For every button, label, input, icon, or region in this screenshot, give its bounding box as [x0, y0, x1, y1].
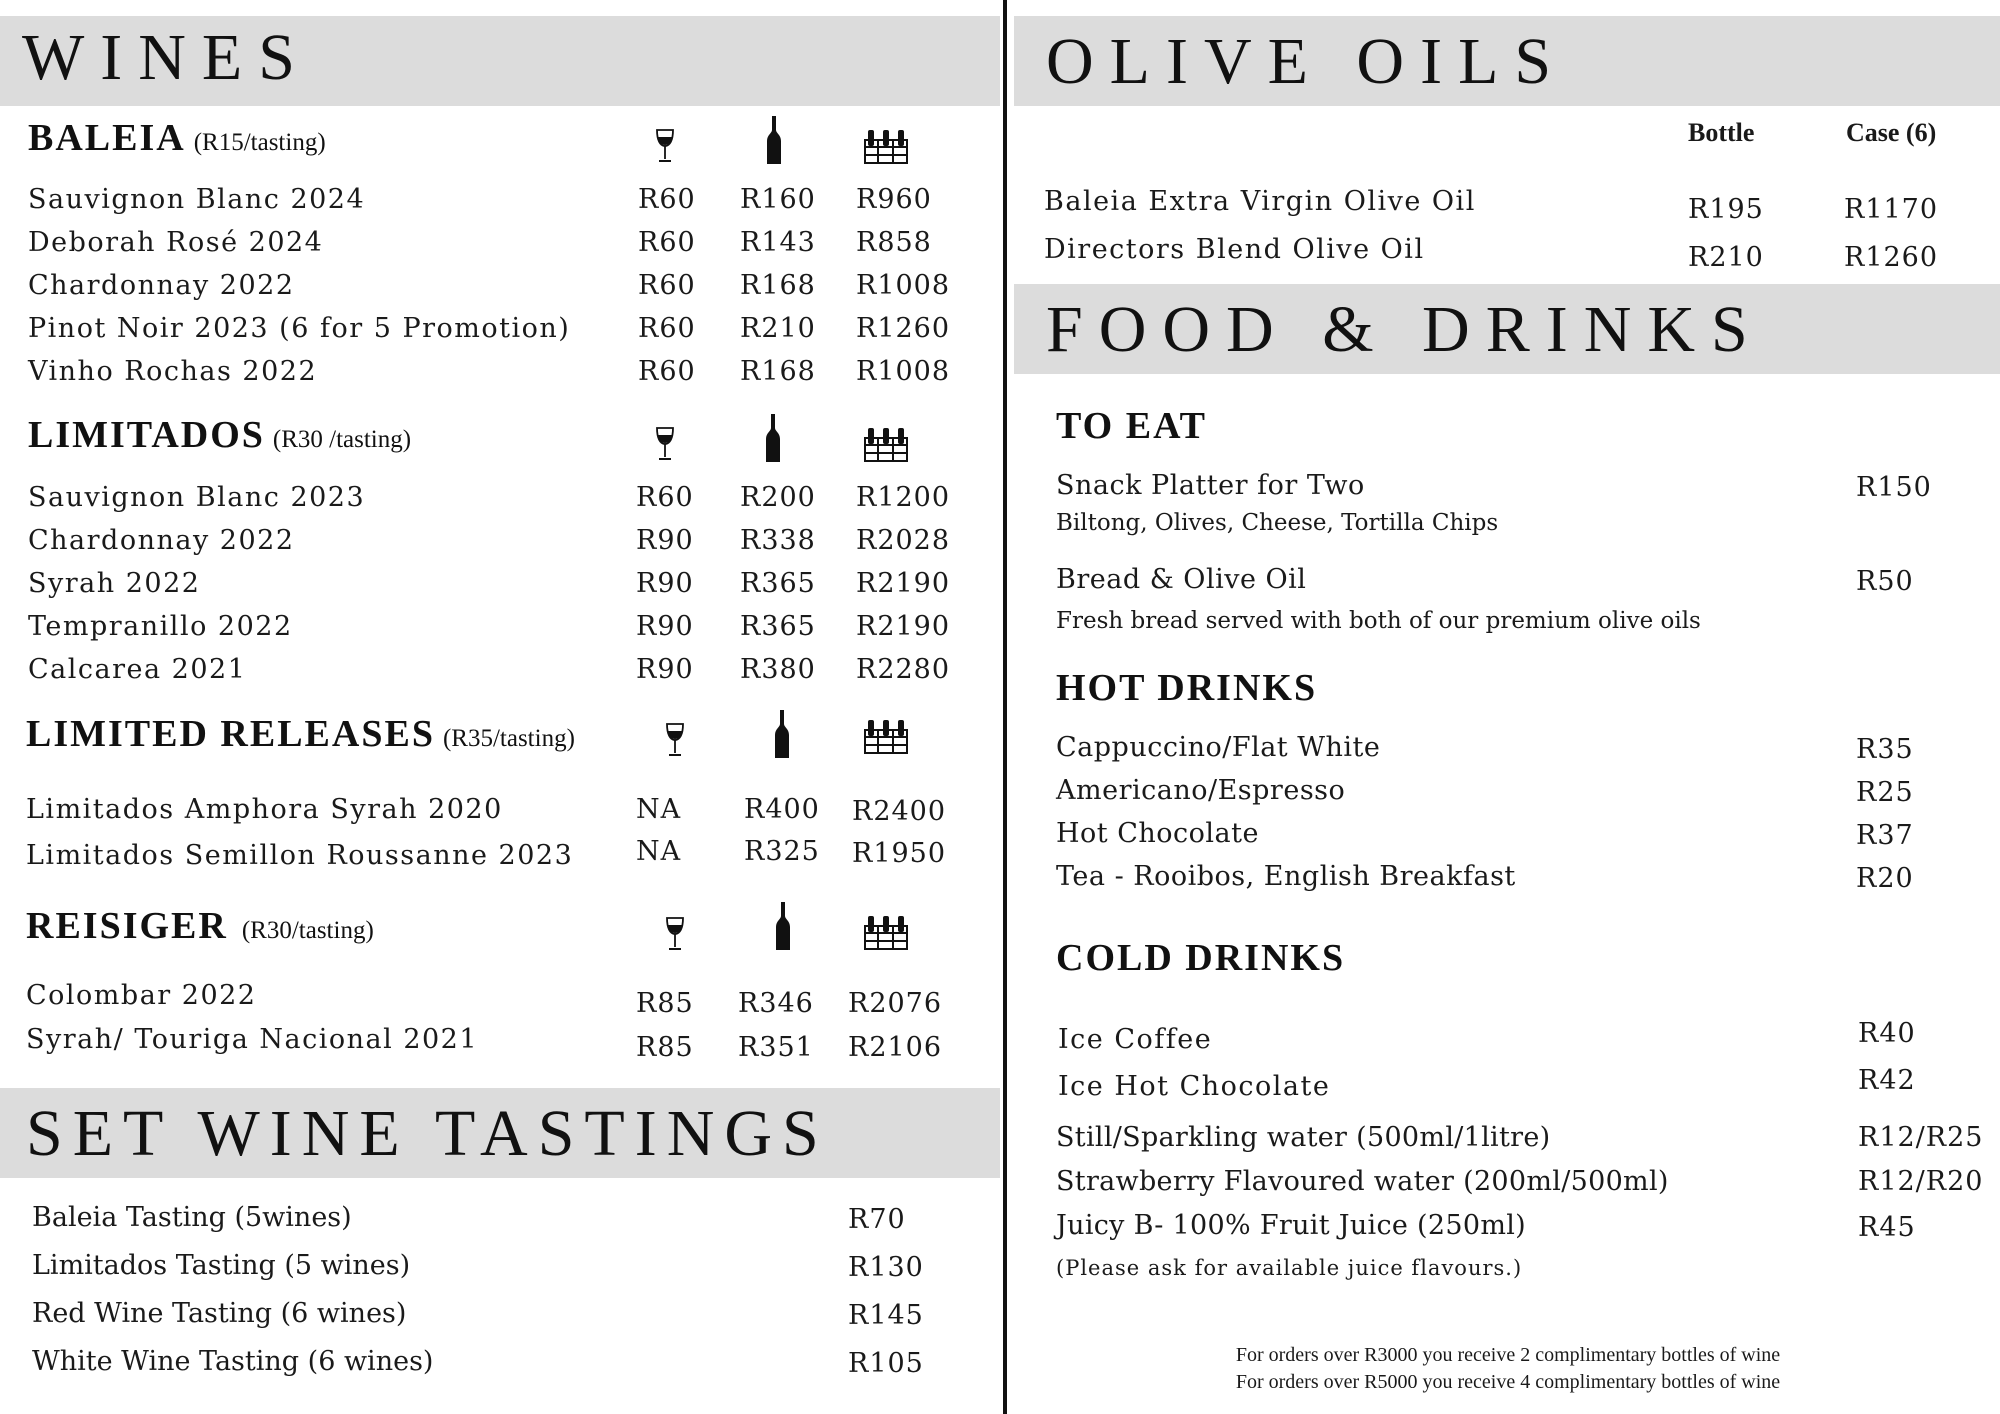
price-glass: R60	[638, 356, 696, 387]
wine-name: Pinot Noir 2023 (6 for 5 Promotion)	[28, 313, 571, 344]
olive-col-case: Case (6)	[1846, 118, 1937, 147]
menu-item-price: R50	[1856, 566, 1914, 597]
tasting-name: Baleia Tasting (5wines)	[32, 1202, 352, 1233]
price-case: R1008	[856, 270, 951, 301]
wine-case-icon	[864, 716, 908, 754]
wine-bottle-icon	[765, 414, 781, 462]
price-bottle: R365	[740, 611, 816, 642]
tasting-fee-note: (R35/tasting)	[442, 725, 575, 752]
tasting-price: R105	[848, 1348, 924, 1379]
wine-name: Limitados Semillon Roussanne 2023	[26, 840, 574, 871]
price-glass: R60	[638, 313, 696, 344]
section-title-limitados: LIMITADOS (R30 /tasting)	[28, 414, 412, 456]
price-glass: NA	[636, 836, 682, 867]
section-title-baleia: BALEIA (R15/tasting)	[28, 117, 326, 159]
wine-name: Colombar 2022	[26, 980, 257, 1011]
price-bottle: R400	[744, 794, 820, 825]
menu-item-price: R42	[1858, 1065, 1916, 1096]
tastings-title: SET WINE TASTINGS	[26, 1097, 829, 1170]
price-bottle: R143	[740, 227, 816, 258]
menu-item-name: Cappuccino/Flat White	[1056, 732, 1381, 763]
menu-item-name: Still/Sparkling water (500ml/1litre)	[1056, 1122, 1551, 1153]
wine-glass-icon	[654, 128, 676, 164]
olive-oil-name: Baleia Extra Virgin Olive Oil	[1044, 186, 1476, 217]
wine-name: Chardonnay 2022	[28, 270, 295, 301]
menu-item-price: R40	[1858, 1018, 1916, 1049]
olive-price-case: R1260	[1844, 242, 1939, 273]
price-glass: R85	[636, 988, 694, 1019]
menu-item-name: Americano/Espresso	[1056, 775, 1346, 806]
section-title-to-eat: TO EAT	[1056, 405, 1208, 447]
menu-item-name: Ice Coffee	[1058, 1024, 1213, 1055]
price-glass: R90	[636, 611, 694, 642]
wine-name: Chardonnay 2022	[28, 525, 295, 556]
wine-name: Limitados Amphora Syrah 2020	[26, 794, 503, 825]
price-bottle: R168	[740, 356, 816, 387]
menu-item-price: R25	[1856, 777, 1914, 808]
menu-item-price: R37	[1856, 820, 1914, 851]
price-case: R2076	[848, 988, 943, 1019]
price-glass: R60	[638, 184, 696, 215]
tasting-name: White Wine Tasting (6 wines)	[32, 1346, 434, 1377]
wine-name: Syrah 2022	[28, 568, 201, 599]
price-glass: R60	[638, 227, 696, 258]
juice-flavours-note: (Please ask for available juice flavours.)	[1056, 1256, 1523, 1280]
section-title-cold-drinks: COLD DRINKS	[1056, 937, 1346, 979]
menu-item-name: Snack Platter for Two	[1056, 470, 1365, 501]
menu-item-name: Strawberry Flavoured water (200ml/500ml)	[1056, 1166, 1669, 1197]
menu-item-price: R12/R25	[1858, 1122, 1984, 1153]
column-divider	[1003, 0, 1007, 1414]
menu-item-desc: Fresh bread served with both of our premium olive oils	[1056, 608, 1701, 634]
menu-item-price: R20	[1856, 863, 1914, 894]
price-bottle: R365	[740, 568, 816, 599]
price-glass: R60	[638, 270, 696, 301]
price-case: R2190	[856, 611, 951, 642]
tasting-price: R145	[848, 1300, 924, 1331]
price-bottle: R210	[740, 313, 816, 344]
price-case: R1008	[856, 356, 951, 387]
wine-bottle-icon	[766, 116, 782, 164]
price-bottle: R351	[738, 1032, 814, 1063]
wine-name: Tempranillo 2022	[28, 611, 293, 642]
price-glass: R90	[636, 654, 694, 685]
wine-glass-icon	[664, 916, 686, 952]
menu-item-name: Bread & Olive Oil	[1056, 564, 1307, 595]
wine-name: Deborah Rosé 2024	[28, 227, 324, 258]
menu-item-name: Hot Chocolate	[1056, 818, 1259, 849]
price-case: R1950	[852, 838, 947, 869]
section-title-limited-releases: LIMITED RELEASES (R35/tasting)	[26, 713, 575, 755]
price-case: R1260	[856, 313, 951, 344]
price-case: R2280	[856, 654, 951, 685]
wine-name: Sauvignon Blanc 2024	[28, 184, 366, 215]
menu-item-price: R150	[1856, 472, 1932, 503]
price-case: R2400	[852, 796, 947, 827]
price-bottle: R338	[740, 525, 816, 556]
section-title-hot-drinks: HOT DRINKS	[1056, 667, 1318, 709]
wines-title: WINES	[22, 21, 311, 94]
wine-case-icon	[864, 126, 908, 164]
tasting-name: Red Wine Tasting (6 wines)	[32, 1298, 407, 1329]
olive-price-bottle: R195	[1688, 194, 1764, 225]
wine-bottle-icon	[774, 710, 790, 758]
olive-oils-title: OLIVE OILS	[1046, 25, 1568, 98]
wine-case-icon	[864, 912, 908, 950]
price-bottle: R325	[744, 836, 820, 867]
wine-bottle-icon	[775, 902, 791, 950]
price-bottle: R160	[740, 184, 816, 215]
menu-item-name: Ice Hot Chocolate	[1058, 1071, 1331, 1102]
tasting-fee-note: (R30 /tasting)	[272, 426, 412, 453]
price-glass: NA	[636, 794, 682, 825]
price-case: R858	[856, 227, 932, 258]
price-bottle: R380	[740, 654, 816, 685]
price-case: R960	[856, 184, 932, 215]
price-glass: R60	[636, 482, 694, 513]
price-glass: R85	[636, 1032, 694, 1063]
food-title: FOOD & DRINKS	[1046, 293, 1764, 366]
menu-item-price: R45	[1858, 1212, 1916, 1243]
tasting-price: R130	[848, 1252, 924, 1283]
olive-price-case: R1170	[1844, 194, 1939, 225]
promo-line-2: For orders over R5000 you receive 4 complimentary bottles of wine	[1235, 1371, 1781, 1393]
tasting-price: R70	[848, 1204, 906, 1235]
olive-price-bottle: R210	[1688, 242, 1764, 273]
olive-col-bottle: Bottle	[1688, 118, 1755, 147]
promo-line-1: For orders over R3000 you receive 2 complimentary bottles of wine	[1235, 1344, 1781, 1366]
price-case: R2028	[856, 525, 951, 556]
price-case: R2106	[848, 1032, 943, 1063]
wine-case-icon	[864, 424, 908, 462]
tasting-fee-note: (R30/tasting)	[241, 917, 374, 944]
menu-item-price: R35	[1856, 734, 1914, 765]
tasting-fee-note: (R15/tasting)	[193, 129, 326, 156]
wine-name: Sauvignon Blanc 2023	[28, 482, 366, 513]
menu-item-price: R12/R20	[1858, 1166, 1984, 1197]
price-case: R1200	[856, 482, 951, 513]
menu-item-name: Tea - Rooibos, English Breakfast	[1056, 861, 1516, 892]
price-bottle: R168	[740, 270, 816, 301]
wine-name: Vinho Rochas 2022	[28, 356, 318, 387]
olive-oil-name: Directors Blend Olive Oil	[1044, 234, 1425, 265]
section-title-reisiger: REISIGER (R30/tasting)	[26, 905, 374, 947]
menu-item-name: Juicy B- 100% Fruit Juice (250ml)	[1056, 1210, 1526, 1241]
menu-item-desc: Biltong, Olives, Cheese, Tortilla Chips	[1056, 510, 1499, 536]
wine-glass-icon	[654, 426, 676, 462]
tasting-name: Limitados Tasting (5 wines)	[32, 1250, 411, 1281]
wine-glass-icon	[664, 722, 686, 758]
price-bottle: R200	[740, 482, 816, 513]
price-case: R2190	[856, 568, 951, 599]
price-bottle: R346	[738, 988, 814, 1019]
price-glass: R90	[636, 568, 694, 599]
wine-name: Syrah/ Touriga Nacional 2021	[26, 1024, 479, 1055]
price-glass: R90	[636, 525, 694, 556]
wine-name: Calcarea 2021	[28, 654, 247, 685]
